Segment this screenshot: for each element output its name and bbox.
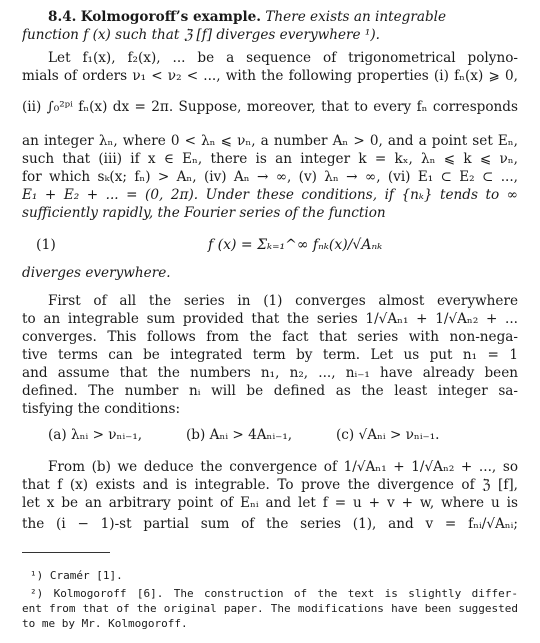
paragraph-line: let x be an arbitrary point of Eₙᵢ and let f = u + v + w, where u is [22,495,518,511]
footnote-rule [22,552,110,553]
paragraph-line: an integer λₙ, where 0 < λₙ ⩽ νₙ, a number Aₙ > 0, and a point set Eₙ, [22,133,518,149]
theorem-statement-2: function f (x) such that ℨ [f] diverges everywhere ¹). [22,27,380,43]
formula-body: f (x) = Σₖ₌₁^∞ fₙₖ(x)/√Aₙₖ [208,237,383,253]
paragraph-line: and assume that the numbers n₁, n₂, ..., nᵢ₋₁ have already been [22,365,518,381]
paragraph-line: such that (iii) if x ∈ Eₙ, there is an integer k = kₓ, λₙ ⩽ k ⩽ νₙ, [22,151,518,167]
formula-label: (1) [36,237,56,253]
footnote-2-cont: ent from that of the original paper. The modifications have been suggested [22,602,518,615]
paragraph-line: sufficiently rapidly, the Fourier series of the function [22,205,386,221]
paragraph-line: that f (x) exists and is integrable. To prove the divergence of ℨ [f], [22,477,518,493]
paragraph-line: tisfying the conditions: [22,401,181,417]
theorem-statement-1: There exists an integrable [265,9,447,25]
paragraph-line: converges. This follows from the fact that series with non-nega- [22,329,518,345]
condition-a: (a) λₙᵢ > νₙᵢ₋₁, [48,427,143,443]
paragraph-line: defined. The number nᵢ will be defined as the least integer sa- [22,383,518,399]
paragraph-line: From (b) we deduce the convergence of 1/√Aₙ₁ + 1/√Aₙ₂ + ..., so [48,459,518,475]
condition-c: (c) √Aₙᵢ > νₙᵢ₋₁. [336,427,440,443]
condition-b: (b) Aₙᵢ > 4Aₙᵢ₋₁, [186,427,293,443]
section-title: Kolmogoroff’s example. [80,9,261,25]
footnote-2-end: to me by Mr. Kolmogoroff. [22,617,188,630]
paragraph-line: mials of orders ν₁ < ν₂ < ..., with the following properties (i) fₙ(x) ⩾ 0, [22,68,518,84]
footnote-1: ¹) Cramér [1]. [30,569,123,582]
paragraph-line: Let f₁(x), f₂(x), ... be a sequence of trigonometrical polyno- [48,50,518,66]
paragraph-line: (ii) ∫₀²ᵖⁱ fₙ(x) dx = 2π. Suppose, moreover, that to every fₙ corresponds [22,99,518,115]
paragraph-line: First of all the series in (1) converges almost everywhere [48,293,518,309]
section-heading [48,8,518,26]
paragraph-line: the (i − 1)-st partial sum of the series (1), and v = fₙᵢ/√Aₙᵢ; [22,516,518,532]
paragraph-line: E₁ + E₂ + ... = (0, 2π). Under these conditions, if {nₖ} tends to ∞ [22,187,518,203]
section-number: 8.4. [48,9,77,25]
paragraph-line: tive terms can be integrated term by term. Let us put n₁ = 1 [22,347,518,363]
paragraph-line: for which sₖ(x; fₙ) > Aₙ, (iv) Aₙ → ∞, (v) λₙ → ∞, (vi) E₁ ⊂ E₂ ⊂ ..., [22,169,518,185]
after-formula: diverges everywhere. [22,265,171,281]
paragraph-line: to an integrable sum provided that the series 1/√Aₙ₁ + 1/√Aₙ₂ + ... [22,311,518,327]
footnote-2: ²) Kolmogoroff [6]. The construction of the text is slightly differ- [30,587,518,600]
